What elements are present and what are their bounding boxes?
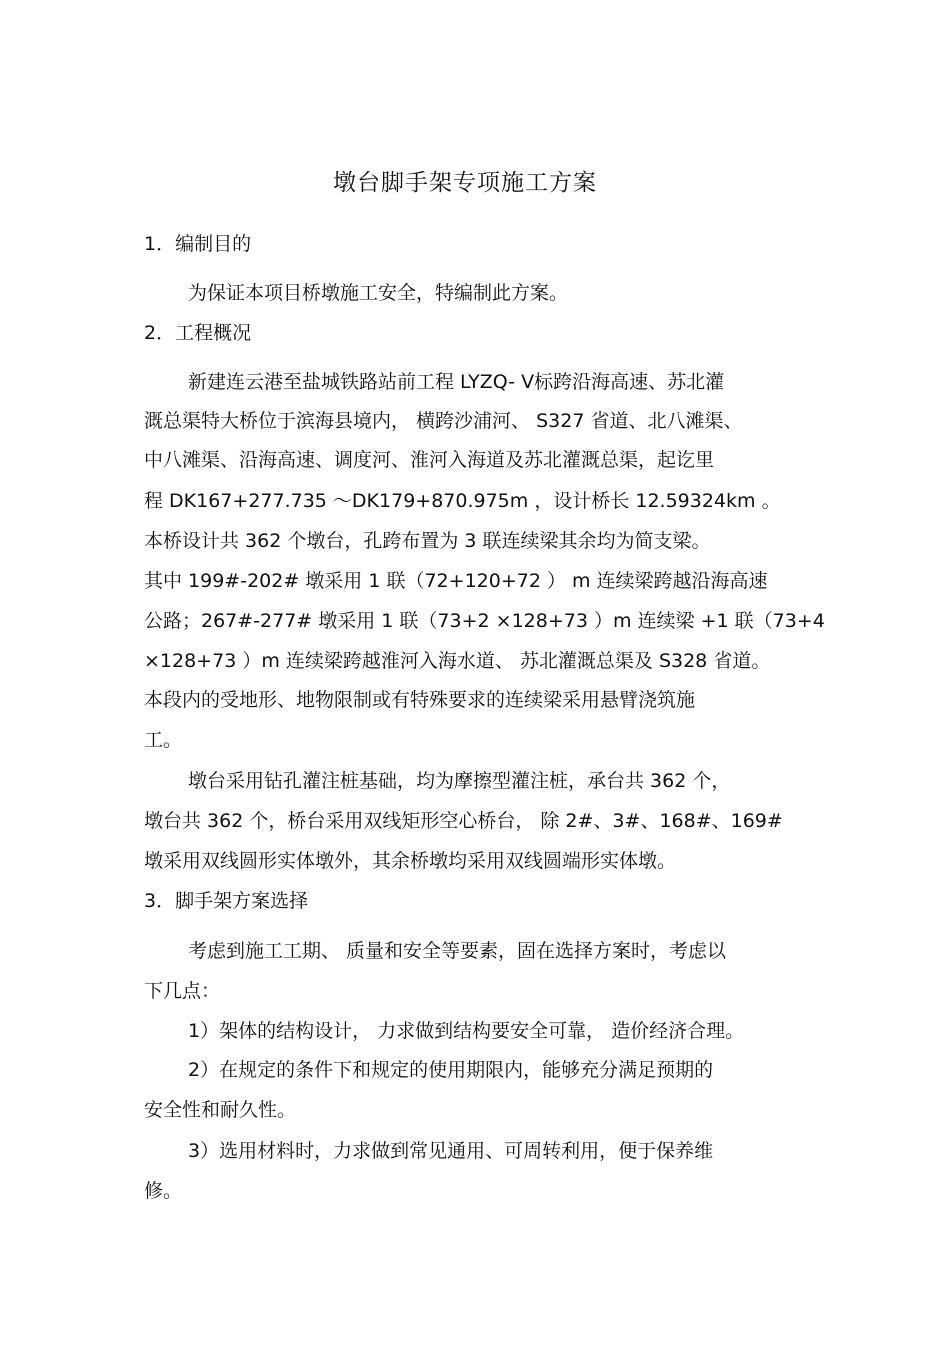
section-2-para-1-line-6: 其中 199#-202# 墩采用 1 联（72+120+72 ） m 连续梁跨越沿海高速	[144, 570, 768, 592]
section-2-para-1-line-7: 公路；267#-277# 墩采用 1 联（73+2 ×128+73 ）m 连续梁 +1 联（73+4	[144, 610, 825, 632]
section-2-para-1-line-3: 中八滩渠、沿海高速、调度河、淮河入海道及苏北灌溉总渠，起讫里	[144, 449, 715, 471]
section-3-point-3-continued: 修。	[144, 1180, 183, 1202]
section-2-para-1-line-4: 程 DK167+277.735 ～DK179+870.975m ，设计桥长 12.59324km 。	[144, 490, 781, 512]
section-3-point-2: 2）在规定的条件下和规定的使用期限内，能够充分满足预期的	[188, 1059, 714, 1081]
section-1-heading: 1．编制目的	[144, 233, 252, 255]
section-2-para-1-line-8: ×128+73 ）m 连续梁跨越淮河入海水道、 苏北灌溉总渠及 S328 省道。	[144, 650, 771, 672]
section-2-para-2-line-3: 墩采用双线圆形实体墩外，其余桥墩均采用双线圆端形实体墩。	[144, 850, 677, 872]
section-2-para-1-line-10: 工。	[144, 729, 183, 751]
section-2-para-1-line-9: 本段内的受地形、地物限制或有特殊要求的连续梁采用悬臂浇筑施	[144, 689, 696, 711]
section-3-intro-line-1: 考虑到施工工期、 质量和安全等要素，固在选择方案时，考虑以	[188, 940, 727, 962]
section-1-paragraph: 为保证本项目桥墩施工安全，特编制此方案。	[188, 282, 569, 304]
document-title: 墩台脚手架专项施工方案	[333, 170, 597, 196]
section-3-point-3: 3）选用材料时，力求做到常见通用、可周转利用，便于保养维	[188, 1140, 714, 1162]
section-2-para-1-line-1: 新建连云港至盐城铁路站前工程 LYZQ- Ⅴ标跨沿海高速、苏北灌	[188, 371, 725, 393]
section-2-para-2-line-2: 墩台共 362 个，桥台采用双线矩形空心桥台， 除 2#、3#、168#、169#	[144, 810, 783, 832]
section-2-heading: 2．工程概况	[144, 322, 252, 344]
section-3-intro-line-2: 下几点：	[144, 980, 221, 1002]
section-3-point-2-continued: 安全性和耐久性。	[144, 1099, 297, 1121]
section-2-para-1-line-5: 本桥设计共 362 个墩台，孔跨布置为 3 联连续梁其余均为简支梁。	[144, 530, 711, 552]
section-3-heading: 3．脚手架方案选择	[144, 890, 309, 912]
section-2-para-2-line-1: 墩台采用钻孔灌注桩基础，均为摩擦型灌注桩，承台共 362 个，	[188, 770, 731, 792]
section-2-para-1-line-2: 溉总渠特大桥位于滨海县境内， 横跨沙浦河、 S327 省道、北八滩渠、	[144, 410, 743, 432]
section-3-point-1: 1）架体的结构设计， 力求做到结构要安全可靠， 造价经济合理。	[188, 1020, 745, 1042]
